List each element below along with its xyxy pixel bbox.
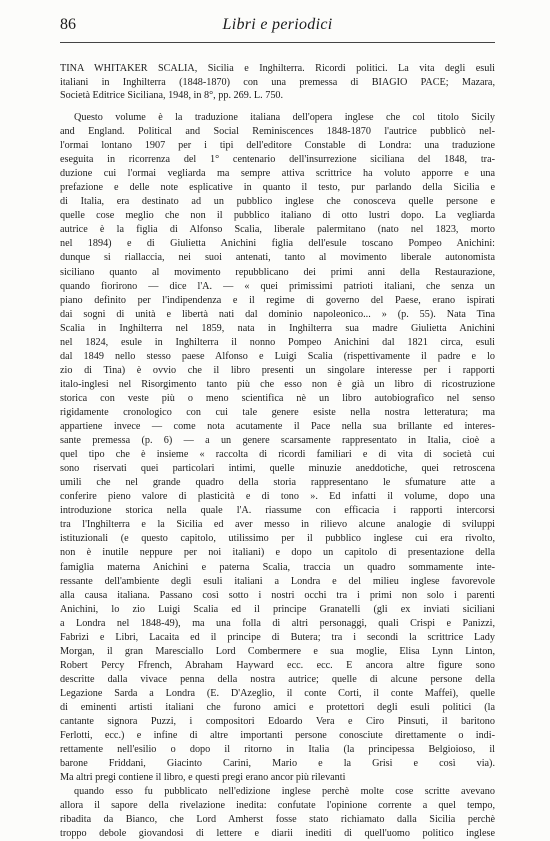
body-line: autrice è la figlia di Alfonso Scalia, liberale palermitano (nato nel 1823, morto [60, 224, 495, 236]
body-line: Ma altri pregi contiene il libro, e questi pregi erano ancor più rilevanti [60, 772, 346, 784]
header-rule [60, 42, 495, 43]
body-line: quel tipo che è insieme « raccolta di ricordi familiari e di vita di società cui [60, 449, 495, 461]
body-line: l'ormai lontano 1907 per i tipi dell'editore Constable di Londra: una traduzione [60, 140, 495, 152]
body-line: quando esso fu pubblicato nell'edizione inglese perchè molte cose scritte avevano [74, 786, 495, 798]
body-line: tra l'Inghilterra e la Sicilia ed aver messo in rilievo alcune analogie di sviluppi [60, 519, 495, 531]
body-line: dai sogni di unità e libertà nati dal dominio napoleonico... » (p. 55). Nata Tina [60, 308, 495, 320]
body-line: dal 1849 nello stesso paese Alfonso e Luigi Scalia (rispettivamente il padre e lo [60, 350, 495, 362]
body-line: istituzionali (e questo capitolo, utilissimo per il pubblico inglese cui era rivolto, [60, 533, 495, 545]
body-line: duzione cui l'ormai vegliarda ma sempre attiva scrittrice ha voluto apporre e una [60, 168, 495, 180]
page-number: 86 [60, 16, 76, 33]
body-line: di Italia, era destinato ad un pubblico inglese che conosceva quelle persone e [60, 196, 495, 208]
review-body [60, 111, 495, 841]
body-line: barone Friddani, Giacinto Carini, Mario e la Grisi e così via). [60, 758, 495, 770]
body-line: nel 1824, esule in Inghilterra il nonno Pompeo Anichini dal 1821 circa, esuli [60, 336, 495, 348]
body-line: descritte dalla vivace penna della nostra autrice; quelle di alcune persone della [60, 673, 495, 685]
body-line: umili che nel grande quadro della storia rappresentano le sfumature atte a [60, 477, 495, 489]
body-line: and England. Political and Social Reminiscences 1848-1870 l'autrice pubblicò nel- [60, 126, 495, 138]
body-line: zio di Tina) è ovvio che il libro presenti un singolare interesse per i rapporti [60, 364, 495, 376]
body-line: alla causa italiana. Passano così sotto i nostri occhi tra i primi non solo i parenti [60, 589, 495, 601]
body-line: quelle cose meglio che non il pubblico italiano di otto lustri dopo. La vegliarda [60, 210, 495, 222]
body-line: Questo volume è la traduzione italiana dell'opera inglese che col titolo Sicily [74, 112, 495, 123]
page-header [60, 16, 495, 40]
body-line: prefazione e delle note esplicative in quanto il testo, pur parlando della Sicilia e [60, 182, 495, 194]
body-line: eseguita in ricorrenza del 1° centenario dell'insurrezione siciliana del 1848, tra- [60, 154, 495, 166]
body-line: Legazione Sarda a Londra (E. D'Azeglio, il conte Corti, il conte Maffei), quelle [60, 687, 495, 699]
book-citation [60, 62, 495, 103]
body-line: nel 1894) e di Giulietta Anichini figlia dell'esule toscano Pompeo Anichini: [60, 238, 495, 250]
body-line: Scalia in Inghilterra nel 1859, nata in Inghilterra sua madre Giulietta Anichini [60, 322, 495, 334]
body-line: rigidamente cronologico con cui tale genere esiste nella nostra letteratura; ma [60, 406, 495, 418]
body-line: cantante signora Puzzi, i compositori Edoardo Vera e Ciro Pinsuti, il baritono [60, 716, 495, 728]
body-line: ribadita da Bianco, che Lord Amherst fosse stato richiamato dalla Sicilia perchè [60, 814, 495, 826]
body-line: Morgan, il gran Maresciallo Lord Combermere e sua moglie, Elisa Lynn Linton, [60, 645, 495, 657]
body-line: quando fiorirono — dice l'A. — « quei primissimi patrioti italiani, che senza un [60, 280, 495, 292]
body-line: dunque si riallaccia, nei suoi antenati, tanto al movimento liberale autonomista [60, 252, 495, 264]
body-line: appartiene invece — come nota acutamente il Pace nella sua brillante ed interes- [60, 421, 495, 433]
body-line: conferire pieno valore di plasticità e di tono ». Ed infatti il volume, dopo una [60, 491, 495, 503]
body-line: sono riservati quei particolari intimi, quelle minuzie aneddotiche, quei retroscena [60, 463, 495, 475]
body-line: storica con veste più o meno scientifica nè un libro autobiografico nel senso [60, 392, 495, 404]
body-line: di eminenti artisti italiani che furono amici e protettori degli esuli politici (la [60, 701, 495, 713]
body-line: introduzione storica nella quale l'A. riassume con efficacia i rapporti intercorsi [60, 505, 495, 517]
citation-line: italiani in Inghilterra (1848-1870) con una premessa di BIAGIO PACE; Mazara, [60, 76, 495, 88]
body-line: allora il sapore della rivelazione inedita: confutate l'opinione corrente a quel tempo, [60, 800, 495, 812]
body-line: italo-inglesi nel Risorgimento tanto più che esso non è già un libro di ricostruzione [60, 378, 495, 390]
body-line: a Londra nel 1848-49), ma una folla di altri personaggi, quali Crispi e Panizzi, [60, 617, 495, 629]
body-line: famiglia materna Anichini e paterna Scalia, traccia un quadro sommamente inte- [60, 561, 495, 573]
body-line: Anichini, lo zio Luigi Scalia ed il principe Granatelli (gli ex inviati siciliani [60, 603, 495, 615]
body-line: sante premessa (p. 6) — a un genere scarsamente rappresentato in Italia, cioè a [60, 435, 495, 447]
body-line: siciliano quanto al movimento repubblicano dei primi anni della Restaurazione, [60, 266, 495, 278]
body-line: non è inutile neppure per noi italiani) e dopo un capitolo di presentazione della [60, 547, 495, 559]
citation-line: Società Editrice Siciliana, 1948, in 8°, pp. 269. L. 750. [60, 90, 284, 102]
body-line: Fabrizi e Libri, Lacaita ed il principe di Butera; tra i secondi la scrittrice Lady [60, 631, 495, 643]
body-line: rettamente nell'esilio o dopo il ritorno in Italia (la principessa Belgioioso, il [60, 744, 495, 756]
body-line: troppo debole giovandosi di lettere e diarii inediti di quell'uomo politico inglese [60, 828, 495, 840]
body-line: Robert Percy Ffrench, Abraham Hayward ecc. ecc. E ancora altre figure sono [60, 659, 495, 671]
body-line: Ferlotti, ecc.) e infine di altre importanti persone conosciute direttamente o indi- [60, 730, 495, 742]
running-title: Libri e periodici [222, 16, 333, 33]
body-line: piano definito per l'indipendenza e il regime di governo del Paese, erano ispirati [60, 294, 495, 306]
body-line: ressante dell'ambiente degli esuli italiani a Londra e del milieu inglese favorevole [60, 575, 495, 587]
citation-line: TINA WHITAKER SCALIA, Sicilia e Inghilterra. Ricordi politici. La vita degli esuli [60, 63, 495, 74]
